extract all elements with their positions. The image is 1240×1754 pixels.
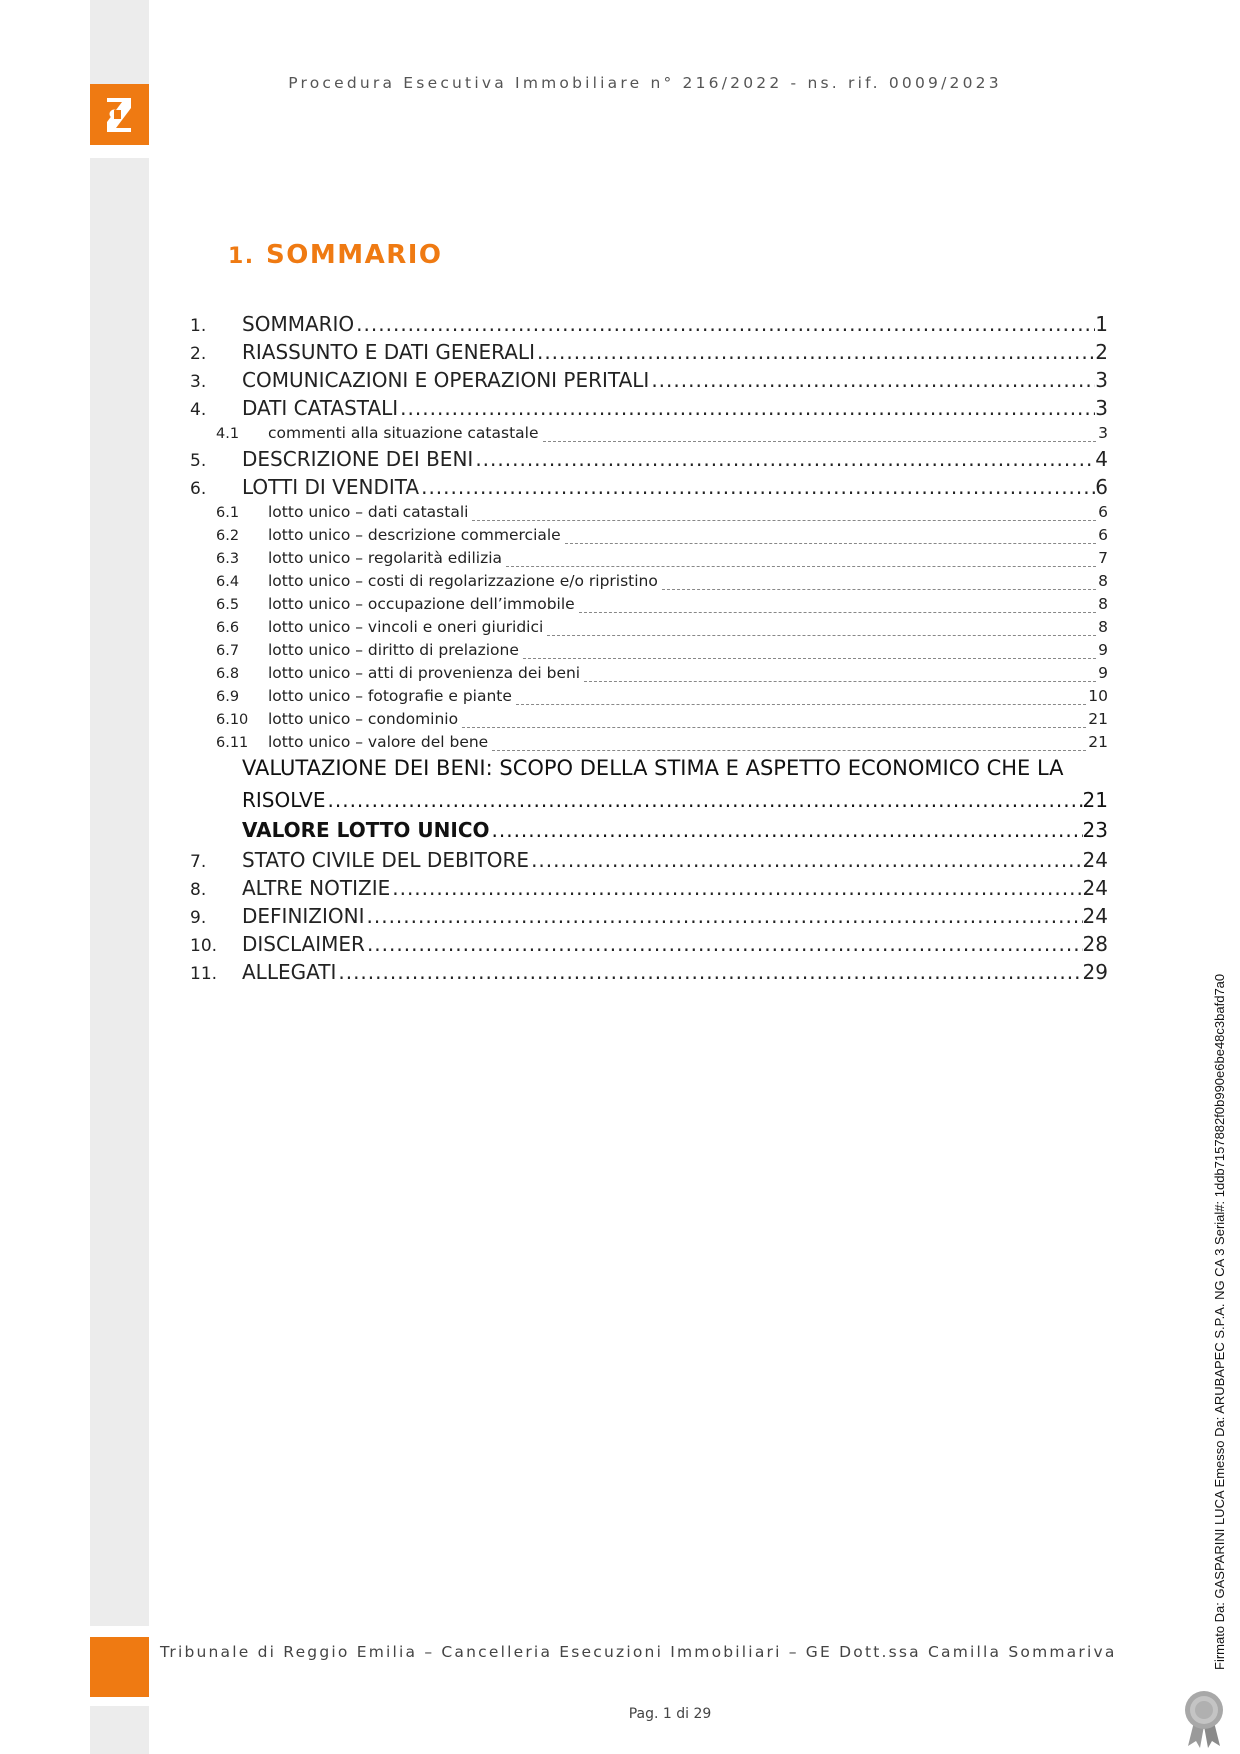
toc-entry-page: 10 — [1088, 687, 1108, 705]
toc-entry-number: 6.6 — [216, 620, 240, 636]
toc-entry-page: 2 — [1095, 340, 1108, 364]
toc-entry-page: 28 — [1082, 932, 1108, 956]
toc-entry-number: 8. — [190, 880, 207, 900]
toc-leader — [523, 658, 1096, 659]
toc-entry[interactable] — [190, 733, 1108, 756]
footer-gap — [90, 1626, 149, 1637]
toc-entry-number: 6.1 — [216, 505, 240, 521]
toc-entry[interactable] — [190, 572, 1108, 595]
toc-entry[interactable] — [190, 340, 1108, 368]
page-header: Procedura Esecutiva Immobiliare n° 216/2022 - ns. rif. 0009/2023 — [288, 74, 1002, 92]
toc-entry-page: 29 — [1082, 960, 1108, 984]
logo-gap — [90, 145, 149, 158]
toc-entry-label: DATI CATASTALI — [242, 396, 399, 420]
toc-entry[interactable] — [190, 618, 1108, 641]
toc-entry-number: 6.5 — [216, 597, 240, 613]
toc-entry-number: 6.8 — [216, 666, 240, 682]
toc-entry-label: lotto unico – dati catastali — [268, 503, 469, 521]
toc-entry-label: DEFINIZIONI — [242, 904, 365, 928]
toc-entry-number: 7. — [190, 852, 207, 872]
toc-entry-page: 6 — [1098, 526, 1108, 544]
toc-entry[interactable] — [190, 687, 1108, 710]
toc-entry-page: 24 — [1082, 876, 1108, 900]
toc-entry[interactable] — [190, 549, 1108, 572]
toc-entry-page: 1 — [1095, 312, 1108, 336]
toc-entry-label: ALLEGATI — [242, 960, 337, 984]
toc-leader — [328, 788, 1083, 812]
footer-gap-lower — [90, 1697, 149, 1706]
toc-entry-page: 9 — [1098, 641, 1108, 659]
toc-entry[interactable] — [190, 595, 1108, 618]
toc-entry-number: 6.4 — [216, 574, 240, 590]
toc-leader — [338, 960, 1082, 984]
toc-leader — [462, 727, 1086, 728]
toc-entry-page: 8 — [1098, 572, 1108, 590]
toc-entry-number: 10. — [190, 936, 218, 956]
table-of-contents — [190, 312, 1108, 988]
toc-entry[interactable] — [190, 904, 1108, 932]
toc-entry-label: lotto unico – atti di provenienza dei beni — [268, 664, 581, 682]
toc-leader — [392, 876, 1082, 900]
toc-entry-valore[interactable] — [190, 818, 1108, 848]
toc-tail-entries — [190, 848, 1108, 988]
toc-entry-page: 3 — [1095, 368, 1108, 392]
toc-entry-page: 21 — [1088, 733, 1108, 751]
toc-entry[interactable] — [190, 876, 1108, 904]
toc-entry-number: 6.2 — [216, 528, 240, 544]
toc-entry-page: 21 — [1088, 710, 1108, 728]
toc-entry-label: STATO CIVILE DEL DEBITORE — [242, 848, 530, 872]
toc-leader — [531, 848, 1082, 872]
toc-leader — [492, 818, 1083, 842]
toc-entry-number: 2. — [190, 344, 207, 364]
toc-entry-page: 7 — [1098, 549, 1108, 567]
toc-entry[interactable] — [190, 960, 1108, 988]
toc-leader — [565, 543, 1096, 544]
toc-entry-label: DISCLAIMER — [242, 932, 365, 956]
toc-entry-label: lotto unico – occupazione dell’immobile — [268, 595, 575, 613]
toc-entry-label: RISOLVE — [242, 788, 326, 812]
toc-entry[interactable] — [190, 526, 1108, 549]
toc-entry-label: lotto unico – regolarità edilizia — [268, 549, 503, 567]
toc-entry-label: lotto unico – valore del bene — [268, 733, 489, 751]
toc-entry-number: 6. — [190, 479, 207, 499]
toc-entry-number: 3. — [190, 372, 207, 392]
toc-entry[interactable] — [190, 503, 1108, 526]
toc-entry-page: 6 — [1098, 503, 1108, 521]
toc-entry-page: 9 — [1098, 664, 1108, 682]
toc-entry-page: 4 — [1095, 447, 1108, 471]
toc-entry-label: commenti alla situazione catastale — [268, 424, 539, 442]
toc-entry-label: LOTTI DI VENDITA — [242, 475, 420, 499]
toc-entry-number: 1. — [190, 316, 207, 336]
toc-leader — [367, 932, 1083, 956]
toc-entry[interactable] — [190, 710, 1108, 733]
footer-accent-block — [90, 1637, 149, 1697]
section-title — [228, 240, 443, 270]
toc-leader — [579, 612, 1096, 613]
toc-entry-label: lotto unico – descrizione commerciale — [268, 526, 561, 544]
toc-entry-label: lotto unico – costi di regolarizzazione e/o ripristino — [268, 572, 658, 590]
toc-leader — [472, 520, 1096, 521]
toc-entry-page: 24 — [1082, 904, 1108, 928]
toc-leader — [516, 704, 1086, 705]
toc-leader — [367, 904, 1083, 928]
toc-leader — [475, 447, 1095, 471]
toc-entry-label: lotto unico – fotografie e piante — [268, 687, 512, 705]
toc-entry-page: 24 — [1082, 848, 1108, 872]
toc-entry[interactable] — [190, 312, 1108, 340]
toc-entry-label: COMUNICAZIONI E OPERAZIONI PERITALI — [242, 368, 650, 392]
toc-entry[interactable] — [190, 424, 1108, 447]
section-title-text: SOMMARIO — [266, 240, 443, 270]
toc-leader — [543, 441, 1097, 442]
digital-signature-text: Firmato Da: GASPARINI LUCA Emesso Da: ARUBAPEC S.P.A. NG CA 3 Serial#: 1ddb7157882f0b990e6be48c3bafd7a0 — [1212, 973, 1227, 1670]
toc-entry-page: 3 — [1098, 424, 1108, 442]
toc-leader — [400, 396, 1095, 420]
toc-leader — [584, 681, 1096, 682]
toc-entry-valutazione-cont[interactable] — [190, 788, 1108, 818]
toc-entry-number: 11. — [190, 964, 218, 984]
toc-entry[interactable] — [190, 368, 1108, 396]
page-footer: Tribunale di Reggio Emilia – Cancelleria Esecuzioni Immobiliari – GE Dott.ssa Camilla Sommariva — [160, 1643, 1117, 1661]
toc-entry-valutazione[interactable] — [190, 756, 1108, 788]
toc-entry-number: 6.10 — [216, 712, 249, 728]
toc-leader — [662, 589, 1096, 590]
toc-entry-number: 5. — [190, 451, 207, 471]
toc-entry-page: 8 — [1098, 618, 1108, 636]
toc-main-entries — [190, 312, 1108, 756]
logo-icon — [90, 84, 149, 145]
toc-leader — [506, 566, 1096, 567]
toc-entry-number: 4. — [190, 400, 207, 420]
toc-entry-page: 6 — [1095, 475, 1108, 499]
toc-entry-label: lotto unico – condominio — [268, 710, 459, 728]
toc-entry-number: 6.3 — [216, 551, 240, 567]
toc-entry-label: DESCRIZIONE DEI BENI — [242, 447, 474, 471]
toc-entry-number: 9. — [190, 908, 207, 928]
toc-entry[interactable] — [190, 664, 1108, 687]
toc-entry-page: 23 — [1082, 818, 1108, 842]
seal-icon — [1180, 1688, 1228, 1750]
toc-leader — [651, 368, 1095, 392]
toc-entry-page: 3 — [1095, 396, 1108, 420]
toc-leader — [421, 475, 1095, 499]
toc-entry[interactable] — [190, 641, 1108, 664]
toc-leader — [547, 635, 1096, 636]
toc-entry-label: RIASSUNTO E DATI GENERALI — [242, 340, 535, 364]
toc-entry[interactable] — [190, 848, 1108, 876]
toc-entry-label: lotto unico – vincoli e oneri giuridici — [268, 618, 544, 636]
toc-leader — [537, 340, 1095, 364]
toc-entry[interactable] — [190, 396, 1108, 424]
side-strip — [90, 0, 149, 1754]
toc-entry-label: VALUTAZIONE DEI BENI: SCOPO DELLA STIMA E ASPETTO ECONOMICO CHE LA — [242, 756, 1064, 780]
toc-entry-label: SOMMARIO — [242, 312, 355, 336]
toc-entry-number: 6.7 — [216, 643, 240, 659]
toc-entry[interactable] — [190, 932, 1108, 960]
toc-leader — [492, 750, 1086, 751]
toc-entry-page: 21 — [1082, 788, 1108, 812]
toc-entry-number: 6.11 — [216, 735, 249, 751]
toc-entry-label: VALORE LOTTO UNICO — [242, 818, 490, 842]
toc-entry-label: ALTRE NOTIZIE — [242, 876, 391, 900]
toc-entry-number: 6.9 — [216, 689, 240, 705]
section-title-number: 1. — [228, 244, 255, 269]
toc-entry-number: 4.1 — [216, 426, 240, 442]
toc-entry-page: 8 — [1098, 595, 1108, 613]
toc-entry-label: lotto unico – diritto di prelazione — [268, 641, 519, 659]
toc-leader — [356, 312, 1095, 336]
toc-entry[interactable] — [190, 447, 1108, 475]
page-number: Pag. 1 di 29 — [628, 1706, 712, 1722]
toc-entry[interactable] — [190, 475, 1108, 503]
